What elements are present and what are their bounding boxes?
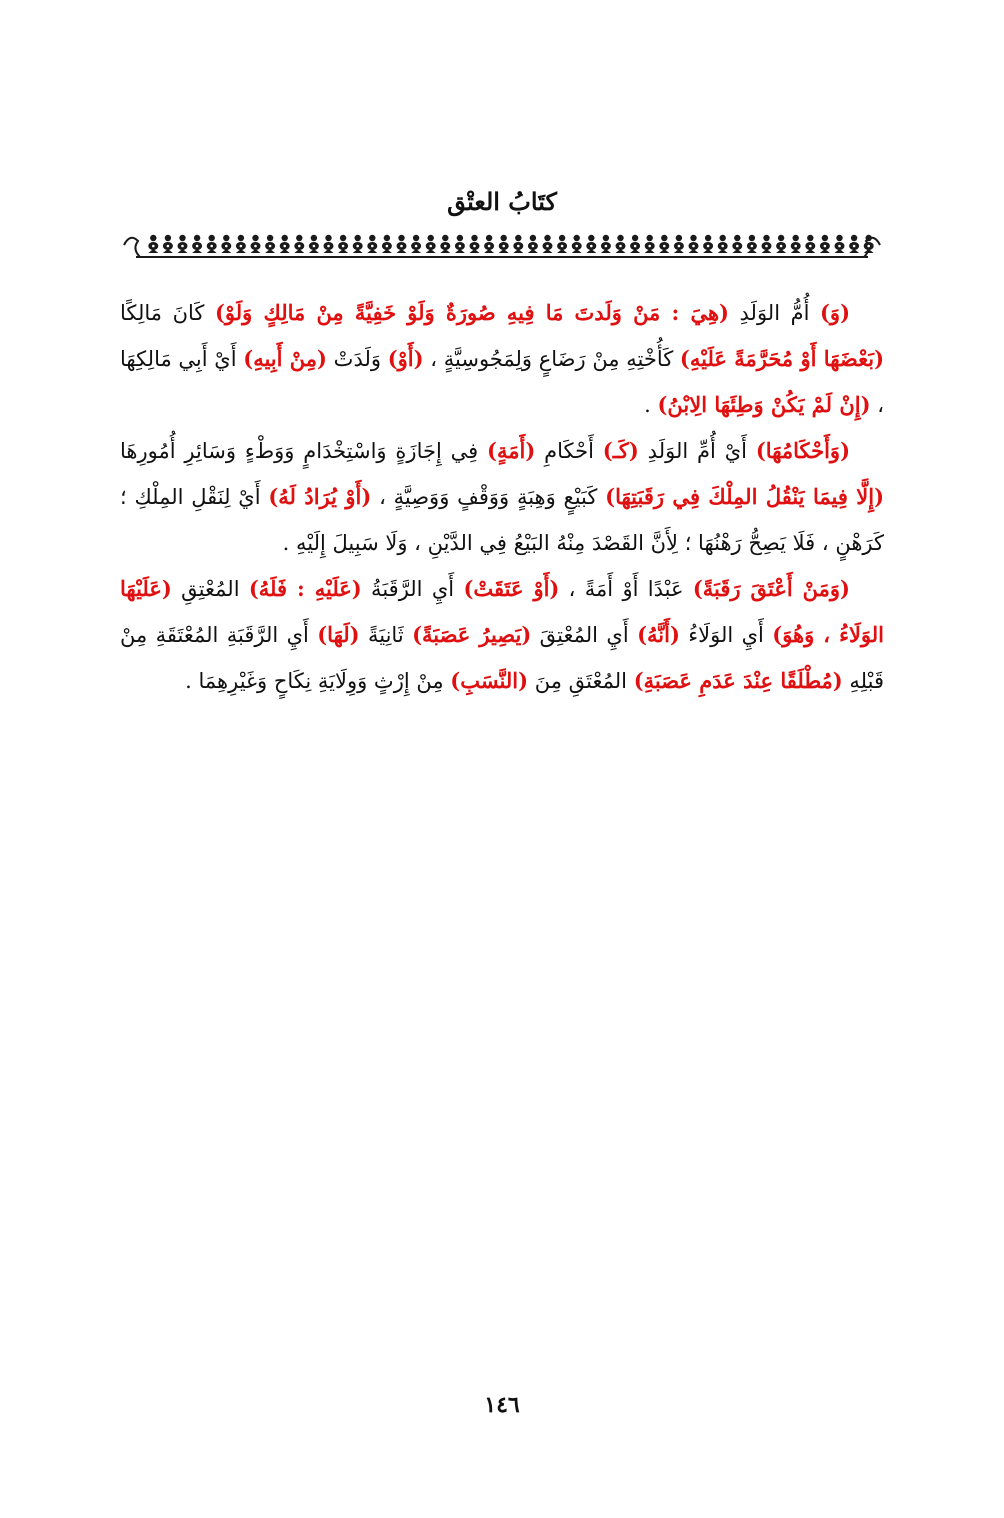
matn-text: (أَوْ عَتَقَتْ) xyxy=(463,576,560,601)
sharh-text: أَيِ الرَّقَبَةِ المُعْتَقَةِ مِنْ قَبْلِهِ xyxy=(120,623,884,693)
sharh-text: أَيِ الرَّقَبَةُ xyxy=(361,577,464,601)
sharh-text: أَيِ المُعْتِقَ xyxy=(531,623,638,647)
matn-text: (وَمَنْ أَعْتَقَ رَقَبَةً) xyxy=(692,576,850,601)
sharh-text: كَبَيْعٍ وَهِبَةٍ وَوَقْفٍ وَوَصِيَّةٍ ، xyxy=(371,485,606,509)
sharh-text: كَأُخْتِهِ مِنْ رَضَاعٍ وَلِمَجُوسِيَّةٍ ، xyxy=(423,347,680,371)
matn-text: (وَ) xyxy=(820,300,851,325)
matn-text: (عَلَيْهِ : فَلَهُ) xyxy=(248,576,362,601)
paragraph xyxy=(120,428,884,566)
sharh-text: المُعْتِقِ xyxy=(171,577,249,601)
ornamental-divider xyxy=(122,231,882,261)
matn-text: (كَـ) xyxy=(602,438,639,463)
sharh-text: أَيِ الوَلَاءُ xyxy=(679,623,773,647)
page-number: ١٤٦ xyxy=(484,1392,520,1418)
sharh-text: . xyxy=(644,393,658,417)
matn-text: (عَلَيْهَا الوَلَاءُ ، وَهُوَ) xyxy=(120,576,885,647)
matn-text: (إِنْ لَمْ يَكُنْ وَطِئَهَا الِابْنُ) xyxy=(657,392,871,417)
ornament-icon xyxy=(122,231,882,261)
matn-text: (لَهَا) xyxy=(317,622,360,647)
matn-text: (النَّسَبِ) xyxy=(450,668,529,693)
sharh-text: كَانَ مَالِكًا xyxy=(120,301,215,325)
sharh-text: المُعْتَقِ مِنَ xyxy=(528,669,634,693)
matn-text: (أَوْ يُرَادُ لَهُ) xyxy=(268,484,372,509)
sharh-text: أَيْ أَبِي مَالِكِهَا ، xyxy=(120,347,884,417)
matn-text: (أَمَةٍ) xyxy=(487,438,536,463)
sharh-text: وَلَدَتْ xyxy=(326,347,388,371)
matn-text: (أَنَّهُ) xyxy=(637,622,680,647)
matn-text: (هِيَ : مَنْ وَلَدتَ مَا فِيهِ صُورَةٌ وَلَوْ خَفِيَّةً مِنْ مَالِكٍ وَلَوْ) xyxy=(214,300,729,325)
matn-text: (بَعْضَهَا أَوْ مُحَرَّمَةً عَلَيْهِ) xyxy=(679,346,885,371)
matn-text: (أَوْ) xyxy=(387,346,424,371)
matn-text: (مِنْ أَبِيهِ) xyxy=(243,346,327,371)
sharh-text: أَيْ لِنَقْلِ المِلْكِ ؛ كَرَهْنٍ ، فَلَا يَصِحُّ رَهْنُهَا ؛ لِأَنَّ القَصْدَ مِنْهُ البَيْعُ فِي الدَّيْنِ ، وَلَا سَبِيلَ إِلَيْهِ . xyxy=(120,485,884,555)
matn-text: (يَصِيرُ عَصَبَةً) xyxy=(412,622,532,647)
page-title: كتَابُ العتْق xyxy=(447,187,557,216)
sharh-text: فِي إِجَازَةٍ وَاسْتِخْدَامٍ وَوَطْءٍ وَسَائِرِ أُمُورِهَا xyxy=(120,439,488,463)
sharh-text: مِنْ إِرْثٍ وَوِلَايَةِ نِكَاحٍ وَغَيْرِهِمَا . xyxy=(185,669,451,693)
sharh-text: ثَانِيَةً xyxy=(359,623,413,647)
sharh-text: أَحْكَامِ xyxy=(535,439,603,463)
matn-text: (إِلَّا فِيمَا يَنْقُلُ المِلْكَ فِي رَقَبَتِهَا) xyxy=(605,484,885,509)
matn-text: (مُطْلَقًا عِنْدَ عَدَمِ عَصَبَةِ) xyxy=(633,668,843,693)
matn-text: (وَأَحْكَامُهَا) xyxy=(755,438,851,463)
sharh-text: أَيْ أُمِّ الوَلَدِ xyxy=(638,439,756,463)
body-text xyxy=(120,290,884,704)
paragraph xyxy=(120,566,884,704)
paragraph xyxy=(120,290,884,428)
sharh-text: أُمُّ الوَلَدِ xyxy=(728,301,820,325)
sharh-text: عَبْدًا أَوْ أَمَةً ، xyxy=(559,577,693,601)
